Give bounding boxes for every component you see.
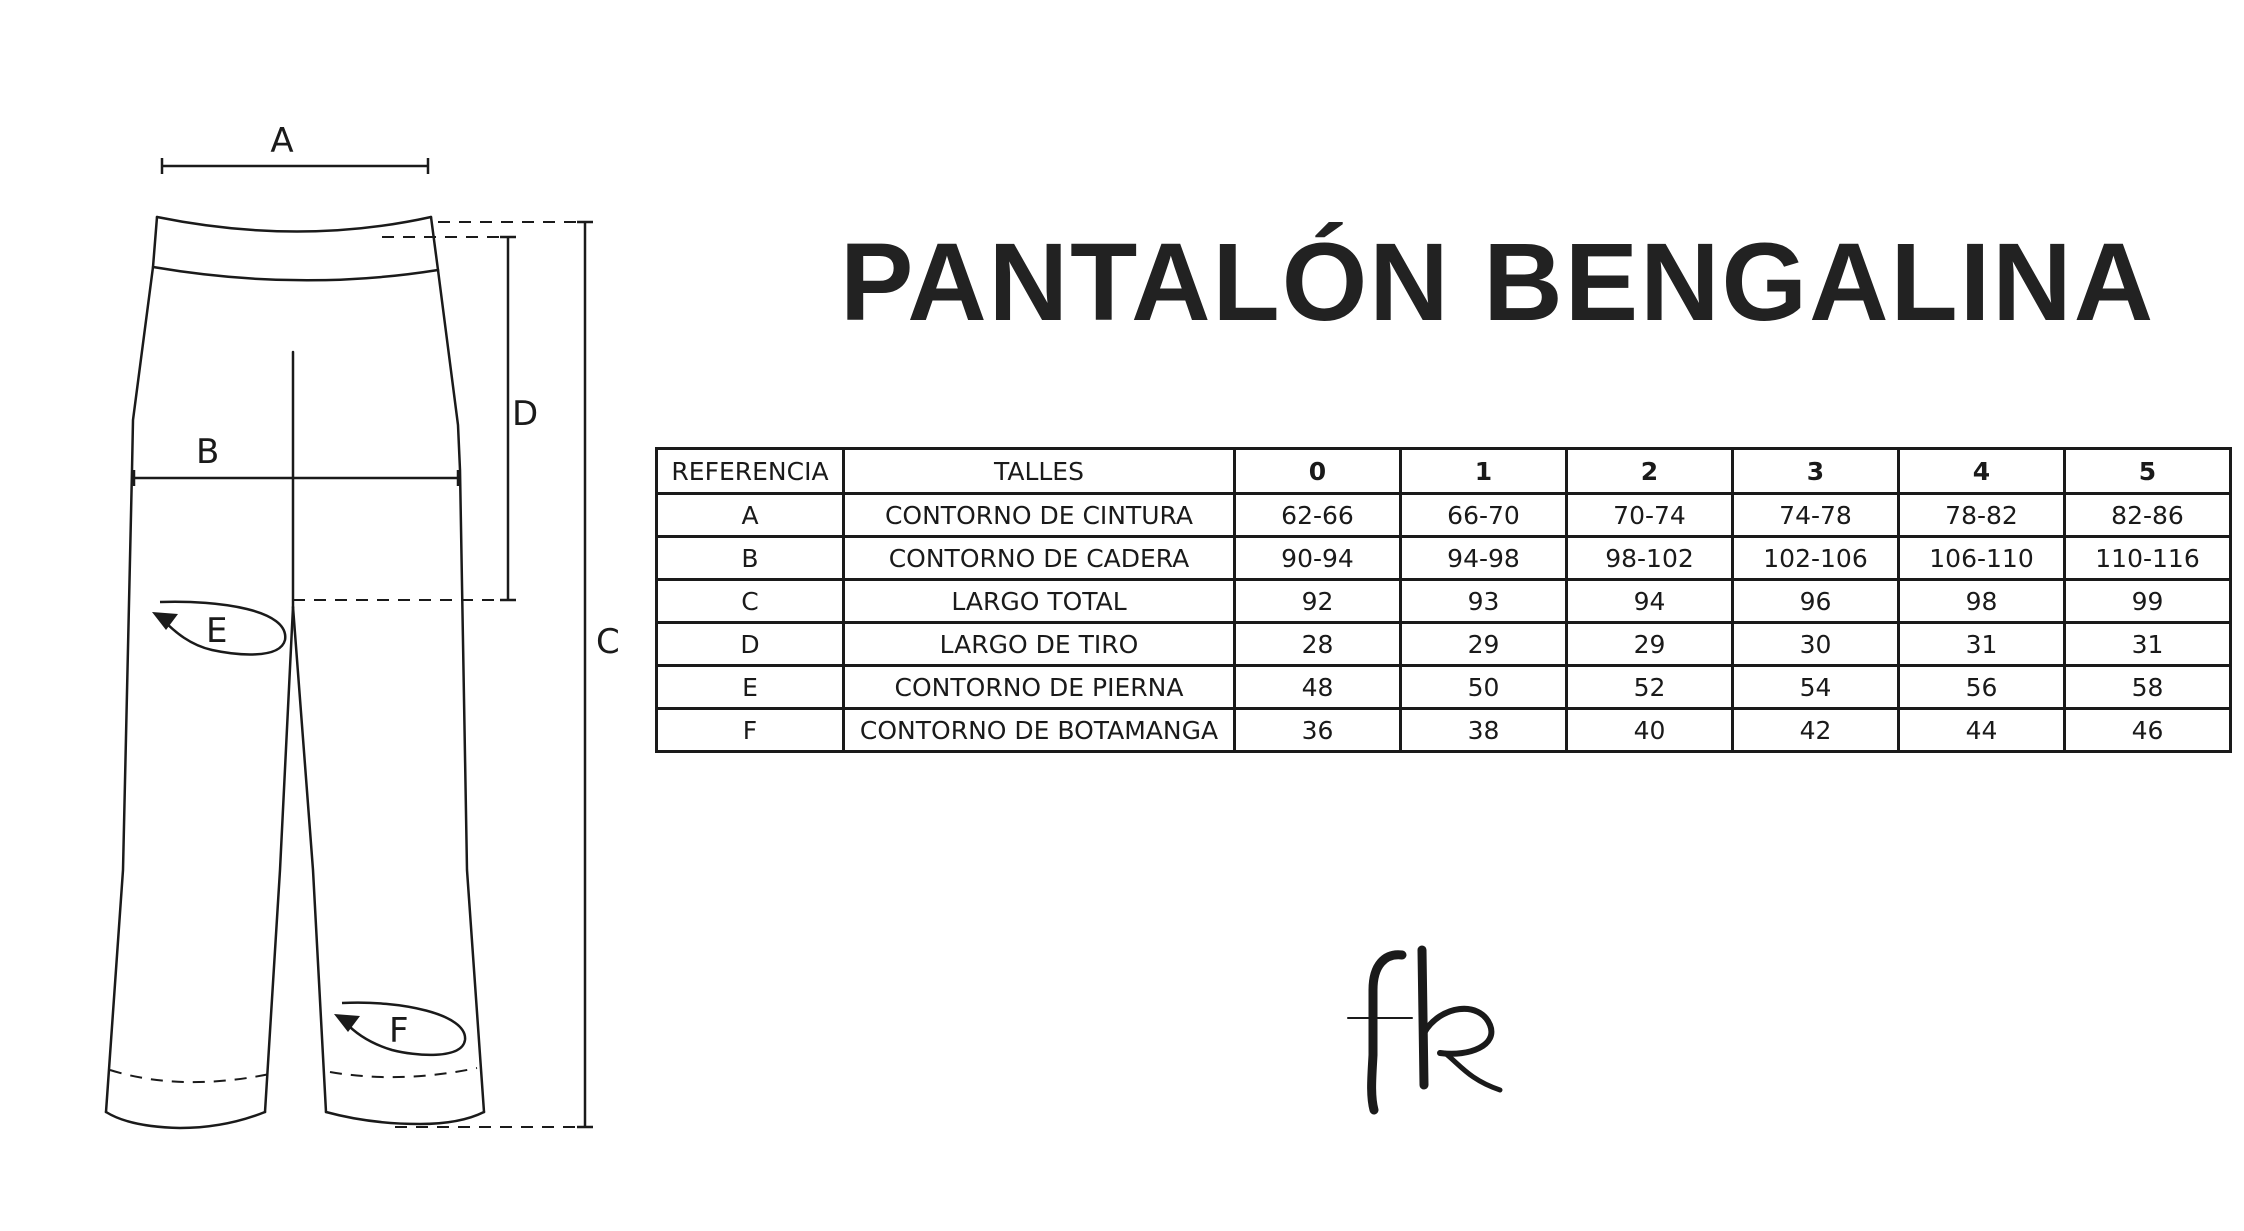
waistband-top (157, 217, 431, 232)
measure-c-line (577, 222, 593, 1127)
row-value: 30 (1733, 623, 1899, 666)
row-value: 74-78 (1733, 494, 1899, 537)
row-value: 92 (1235, 580, 1401, 623)
row-value: 52 (1567, 666, 1733, 709)
row-value: 93 (1401, 580, 1567, 623)
measure-b-line (134, 470, 458, 486)
header-size-5: 5 (2065, 449, 2231, 494)
right-inseam (293, 607, 326, 1112)
row-value: 94-98 (1401, 537, 1567, 580)
row-value: 62-66 (1235, 494, 1401, 537)
row-value: 50 (1401, 666, 1567, 709)
label-a: A (270, 121, 294, 161)
pants-outline-left (106, 217, 157, 1112)
row-value: 38 (1401, 709, 1567, 752)
left-hem (106, 1112, 265, 1128)
row-value: 31 (1899, 623, 2065, 666)
table-row (657, 623, 2231, 666)
row-value: 102-106 (1733, 537, 1899, 580)
row-value: 29 (1567, 623, 1733, 666)
table-row (657, 666, 2231, 709)
table-row (657, 537, 2231, 580)
right-hem (326, 1112, 484, 1124)
table-header-row (657, 449, 2231, 494)
row-value: 110-116 (2065, 537, 2231, 580)
row-value: 31 (2065, 623, 2231, 666)
label-f: F (389, 1011, 409, 1051)
right-hem-stitch (330, 1068, 477, 1077)
header-size-2: 2 (1567, 449, 1733, 494)
row-ref: C (657, 580, 844, 623)
size-table (655, 447, 2232, 753)
row-name: CONTORNO DE BOTAMANGA (844, 709, 1235, 752)
row-value: 54 (1733, 666, 1899, 709)
label-e: E (206, 611, 228, 651)
left-hem-stitch (110, 1070, 270, 1082)
header-size-3: 3 (1733, 449, 1899, 494)
left-inseam (265, 607, 293, 1112)
row-value: 106-110 (1899, 537, 2065, 580)
row-value: 99 (2065, 580, 2231, 623)
header-size-0: 0 (1235, 449, 1401, 494)
label-b: B (196, 432, 220, 472)
row-value: 98-102 (1567, 537, 1733, 580)
row-value: 28 (1235, 623, 1401, 666)
page-title: PANTALÓN BENGALINA (840, 221, 2156, 344)
row-value: 46 (2065, 709, 2231, 752)
label-d: D (512, 394, 539, 434)
row-value: 98 (1899, 580, 2065, 623)
table-row (657, 580, 2231, 623)
pants-measurement-diagram (0, 0, 640, 1231)
table-row (657, 494, 2231, 537)
waistband-bottom (153, 267, 438, 280)
label-c: C (596, 622, 620, 662)
row-name: CONTORNO DE PIERNA (844, 666, 1235, 709)
pants-outline-right (431, 217, 484, 1112)
row-value: 90-94 (1235, 537, 1401, 580)
row-value: 66-70 (1401, 494, 1567, 537)
row-value: 94 (1567, 580, 1733, 623)
row-ref: F (657, 709, 844, 752)
fk-logo (1340, 945, 1520, 1115)
header-talles: TALLES (844, 449, 1235, 494)
row-value: 82-86 (2065, 494, 2231, 537)
row-value: 29 (1401, 623, 1567, 666)
header-referencia: REFERENCIA (657, 449, 844, 494)
arrow-f-head (334, 1014, 360, 1032)
row-ref: E (657, 666, 844, 709)
row-name: CONTORNO DE CINTURA (844, 494, 1235, 537)
row-name: LARGO DE TIRO (844, 623, 1235, 666)
measure-a-line (162, 158, 428, 174)
row-value: 42 (1733, 709, 1899, 752)
table-row (657, 709, 2231, 752)
row-value: 70-74 (1567, 494, 1733, 537)
row-ref: D (657, 623, 844, 666)
row-value: 96 (1733, 580, 1899, 623)
header-size-4: 4 (1899, 449, 2065, 494)
row-value: 44 (1899, 709, 2065, 752)
row-name: CONTORNO DE CADERA (844, 537, 1235, 580)
row-value: 40 (1567, 709, 1733, 752)
arrow-e-head (152, 612, 178, 630)
row-value: 58 (2065, 666, 2231, 709)
row-value: 48 (1235, 666, 1401, 709)
row-value: 56 (1899, 666, 2065, 709)
row-value: 78-82 (1899, 494, 2065, 537)
header-size-1: 1 (1401, 449, 1567, 494)
row-ref: B (657, 537, 844, 580)
row-name: LARGO TOTAL (844, 580, 1235, 623)
row-value: 36 (1235, 709, 1401, 752)
row-ref: A (657, 494, 844, 537)
